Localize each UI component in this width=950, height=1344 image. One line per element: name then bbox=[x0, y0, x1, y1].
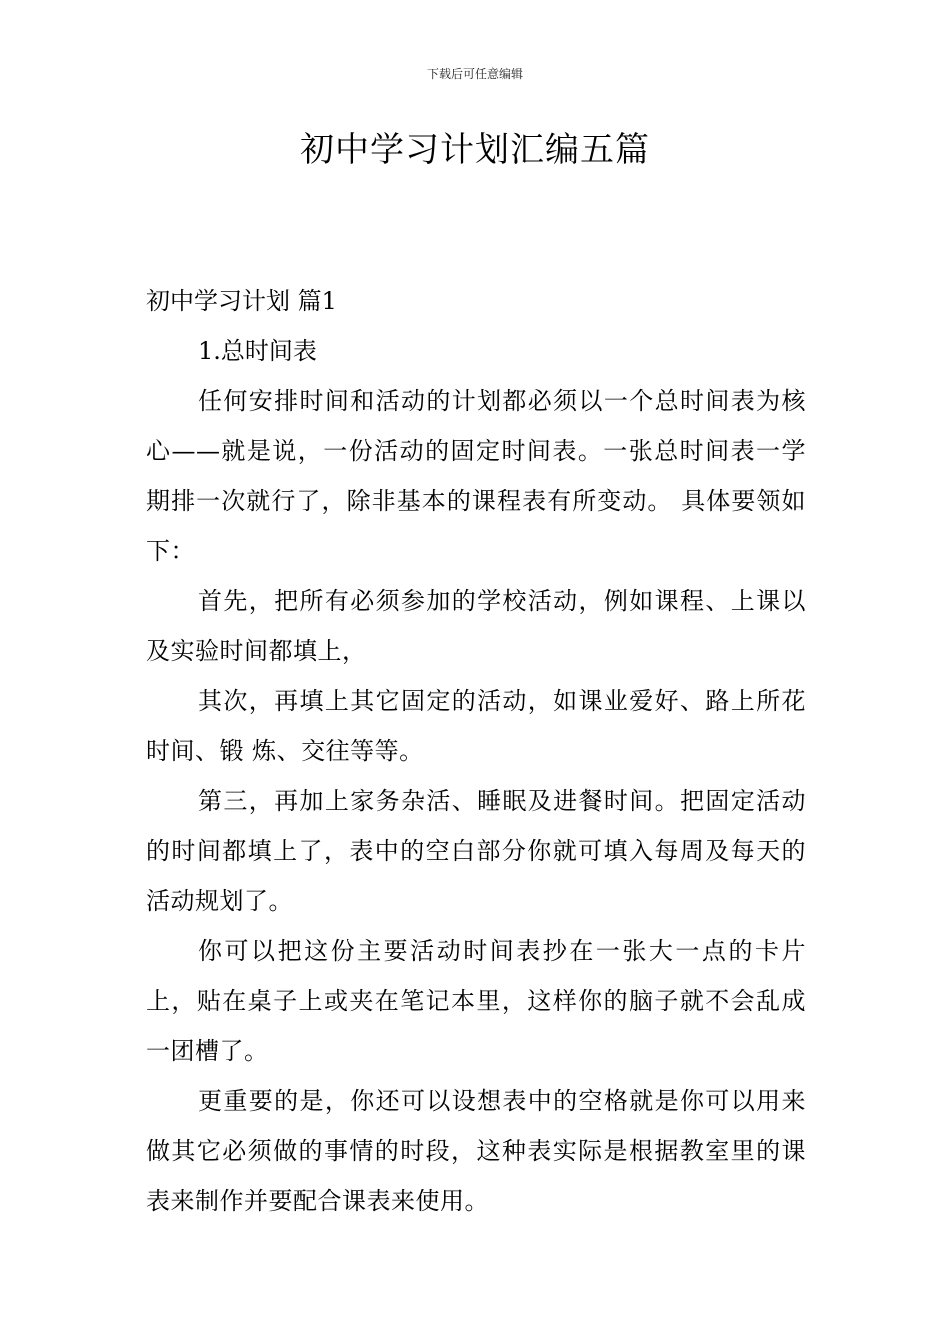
paragraph: 任何安排时间和活动的计划都必须以一个总时间表为核心——就是说，一份活动的固定时间表。一张总时间表一学期排一次就行了，除非基本的课程表有所变动。 具体要领如下： bbox=[146, 387, 806, 565]
paragraph: 你可以把这份主要活动时间表抄在一张大一点的卡片上，贴在桌子上或夹在笔记本里，这样你的脑子就不会乱成一团槽了。 bbox=[146, 937, 806, 1065]
document-body bbox=[146, 276, 806, 1226]
header-note: 下载后可任意编辑 bbox=[426, 67, 523, 81]
document-title: 初中学习计划汇编五篇 bbox=[300, 130, 650, 170]
paragraph: 首先，把所有必须参加的学校活动，例如课程、上课以及实验时间都填上， bbox=[146, 587, 806, 665]
item-heading: 1.总时间表 bbox=[198, 337, 317, 365]
paragraph: 其次，再填上其它固定的活动，如课业爱好、路上所花时间、锻 炼、交往等等。 bbox=[146, 687, 806, 765]
paragraph: 第三，再加上家务杂活、睡眠及进餐时间。把固定活动的时间都填上了，表中的空白部分你就可填入每周及每天的活动规划了。 bbox=[146, 787, 806, 915]
section-heading: 初中学习计划 篇1 bbox=[146, 287, 337, 315]
paragraph: 更重要的是，你还可以设想表中的空格就是你可以用来做其它必须做的事情的时段，这种表实际是根据教室里的课表来制作并要配合课表来使用。 bbox=[146, 1087, 806, 1215]
